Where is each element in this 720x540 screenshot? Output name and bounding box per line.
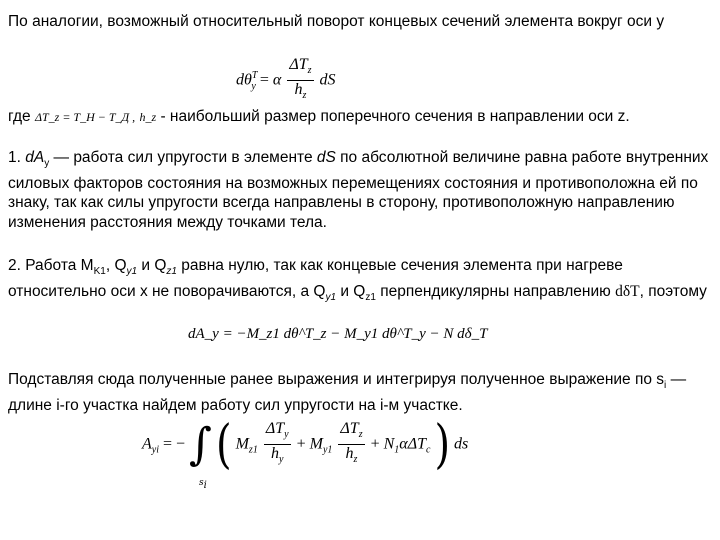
substitution-paragraph: Подставляя сюда полученные ранее выражения и интегрируя полученное выражение по $s_i$ —длине i-го участка найдем работу сил упругости на i-м участке. (8, 371, 687, 414)
h-z-symbol: h_z (139, 110, 157, 124)
fraction-dT-h: $\frac{\Delta T_z}{h_z}$ (289, 56, 312, 102)
work-zero-paragraph: 2. Работа $M_{K1}$, $Q_{y1}$ и $Q_{z1}$ равна нулю, так как концевые сечения элемента при нагреве относительно оси х не поворачиваются, а $Q_{y1}$ и $Q_{z1}$ перпендикулярны направлению dδT, поэтому (8, 257, 707, 303)
where-paragraph: где ΔT_z = T_H − T_Д , h_z - наибольший размер поперечного сечения в направлении оси z. (8, 108, 630, 125)
formula2-text: dA_y = −M_z1 dθ^T_z − M_y1 dθ^T_y − N dδ_T (188, 326, 488, 342)
work-integral-formula: $A_{yi}$ = − ∫ $s_i$ ( $M_{z1}$ $\frac{\Delta T_y}{h_y}$ + $M_{y1}$ $\frac{\Delta T_z}{h_z}$ + $N_1\alpha\Delta T_c$ ) ds (142, 414, 469, 491)
intro-paragraph (8, 12, 712, 32)
intro-text: По аналогии, возможный относительный поворот концевых сечений элемента вокруг оси y (8, 13, 665, 30)
work-element-formula (188, 326, 487, 343)
work-definition-paragraph: 1. $dA_y$ — работа сил упругости в элементе dS по абсолютной величине равна работе внутренних силовых факторов состояния на возможных перемещениях состояния и противоположна ей по знаку, так как силы упругости всегда направлены в сторону, противоположную направлению изменения расстояния между точками тела. (8, 149, 709, 231)
delta-t-definition: ΔT_z = T_H − T_Д , (34, 110, 136, 124)
rotation-formula: $d\theta^T_y = \alpha$ $\frac{\Delta T_z}{h_z}$ dS (236, 56, 336, 105)
integral-sign: ∫ $s_i$ (189, 418, 212, 491)
